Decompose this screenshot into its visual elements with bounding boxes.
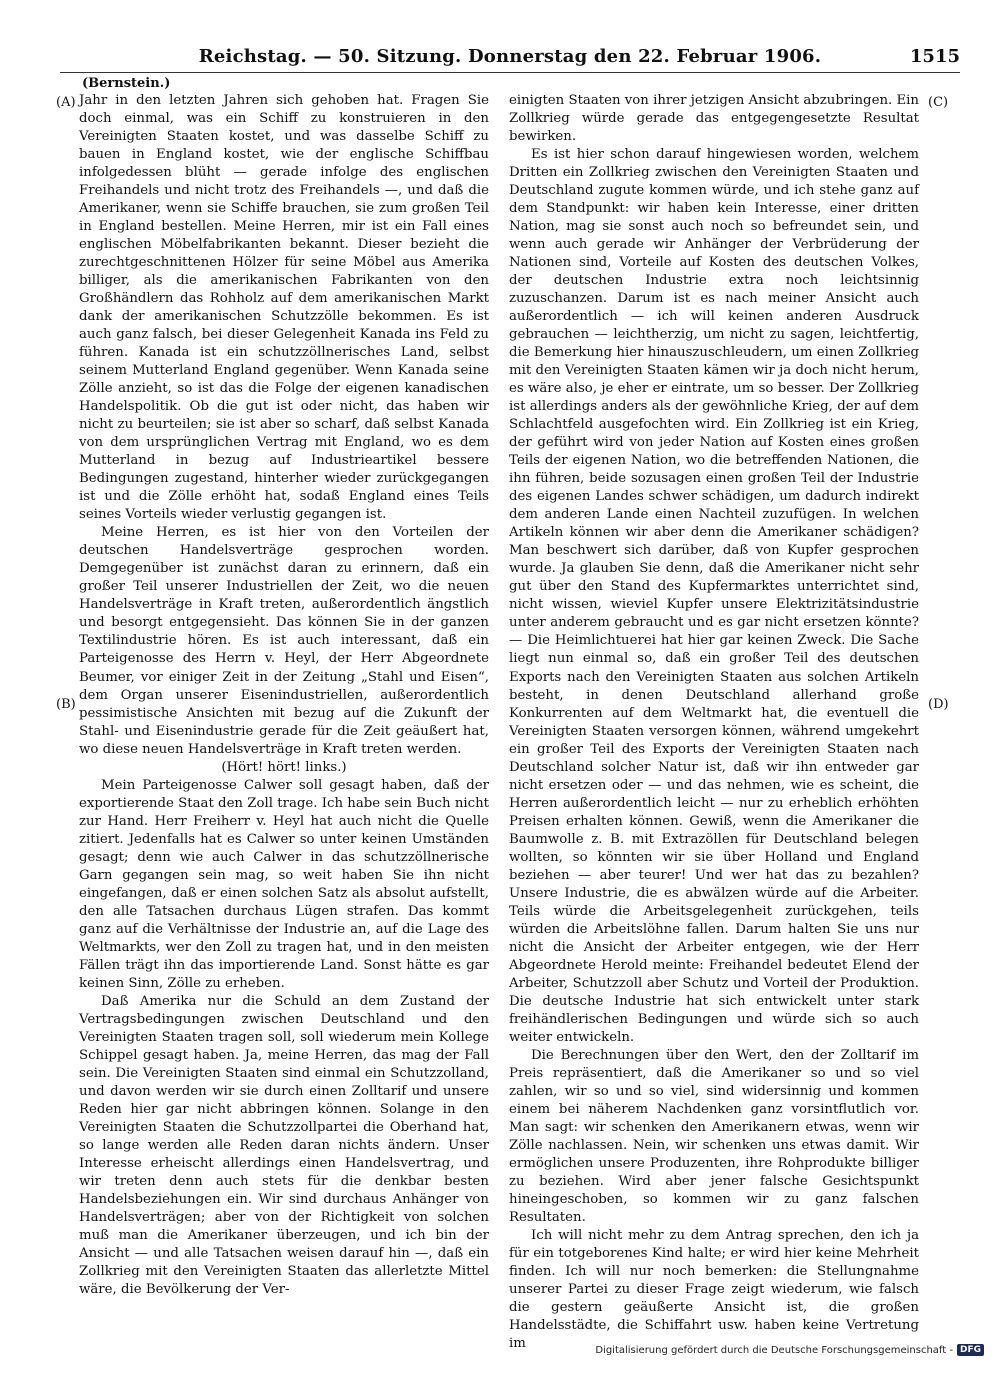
- speaker-name: (Bernstein.): [82, 76, 171, 91]
- margin-marker-b: (B): [56, 697, 76, 712]
- interjection: (Hört! hört! links.): [221, 759, 347, 775]
- paragraph: Daß Amerika nur die Schuld an dem Zustand der Vertragsbedingungen zwischen Deutschland und den Vereinigten Staaten tragen soll, soll wiederum mein Kollege Schippel gesagt haben. Ja, meine Herren, das mag der Fall sein. Die Vereinigten Staaten sind einmal ein Schutzzolland, und davon werden wir sie durch einen Zolltarif und unsere Reden hier gar nicht abbringen können. Solange in den Vereinigten Staaten die Schutzzollpartei die Oberhand hat, so lange werden alle Reden daran nichts ändern. Unser Interesse erheischt allerdings einen Handelsvertrag, und wir treten denn auch stets für die denkbar besten Handelsbeziehungen ein. Wir sind durchaus Anhänger von Handelsverträgen; aber von der Richtigkeit von solchen muß man die Amerikaner überzeugen, und ich bin der Ansicht — und alle Tatsachen weisen darauf hin —, daß ein Zollkrieg mit den Vereinigten Staaten das allerletzte Mittel wäre, die Bevölkerung der Ver-: [79, 993, 489, 1298]
- paragraph: Es ist hier schon darauf hingewiesen worden, welchem Dritten ein Zollkrieg zwischen den Vereinigten Staaten und Deutschland zugute kommen würde, und ich stehe ganz auf dem Standpunkt: wir haben kein Interesse, einer dritten Nation, mag sie sonst auch noch so befreundet sein, und wenn auch gerade wir Anhänger der Verbrüderung der Nationen sind, Vorteile auf Kosten des deutschen Volkes, der deutschen Industrie extra noch leichtsinnig zuzuschanzen. Darum ist es nach meiner Ansicht auch außerordentlich — ich will keinen anderen Ausdruck gebrauchen — leichtherzig, um nicht zu sagen, leichtfertig, die Bemerkung hier hinauszuschleudern, um einen Zollkrieg mit den Vereinigten Staaten kämen wir ja doch nicht herum, es wäre also, je eher er eintrate, um so besser. Der Zollkrieg ist allerdings anders als der gewöhnliche Krieg, der auf dem Schlachtfeld ausgefochten wird. Ein Zollkrieg ist ein Krieg, der geführt wird von jeder Nation auf Kosten eines großen Teils der eigenen Nation, wo die betreffenden Nationen, die ihn führen, beide sozusagen einen großen Teil der Industrie des eigenen Landes schwer schädigen, um dadurch indirekt dem anderen Lande einen Nachteil zuzufügen. In welchen Artikeln können wir aber denn die Amerikaner schädigen? Man beschwert sich darüber, daß von Kupfer gesprochen wurde. Ja glauben Sie denn, daß die Amerikaner nicht sehr gut über den Stand des Kupfermarktes unterrichtet sind, nicht wissen, wieviel Kupfer unsere Elektrizitätsindustrie unter anderem gebraucht und es gar nicht ersetzen könnte? — Die Heimlichtuerei hat hier gar keinen Zweck. Die Sache liegt nun einmal so, daß ein großer Teil des deutschen Exports nach den Vereinigten Staaten aus solchen Artikeln besteht, in denen Deutschland allerhand große Konkurrenten auf dem Weltmarkt hat, die eventuell die Vereinigten Staaten versorgen können, während umgekehrt ein großer Teil des Exports der Vereinigten Staaten nach Deutschland solcher Natur ist, daß wir ihn entweder gar nicht ersetzen oder — und das nehmen, wie es scheint, die Herren außerordentlich leicht — nur zu erheblich erhöhten Preisen erhalten können. Gewiß, wenn die Amerikaner die Baumwolle z. B. mit Extrazöllen für Deutschland belegen wollten, so könnten wir sie über Holland und England beziehen — aber teurer! Und wer hat das zu bezahlen? Unsere Industrie, die es abwälzen würde auf die Arbeiter. Teils würde die Arbeitsgelegenheit zurückgehen, teils würden die Arbeitslöhne fallen. Darum halten Sie uns nur nicht die Ansicht der Arbeiter entgegen, wie der Herr Abgeordnete Herold meinte: Freihandel bedeutet Elend der Arbeiter, Schutzzoll aber Schutz und Vorteil der Produktion. Die deutsche Industrie hat sich entwickelt unter stark freihändlerischen Bedingungen und würde sich so auch weiter entwickeln.: [509, 147, 919, 1045]
- page-number: 1515: [909, 46, 960, 67]
- paragraph: einigten Staaten von ihrer jetzigen Ansicht abzubringen. Ein Zollkrieg würde gerade das entgegengesetzte Resultat bewirken.: [509, 93, 919, 145]
- footer-text: Digitalisierung gefördert durch die Deutsche Forschungsgemeinschaft -: [595, 1344, 953, 1356]
- right-column: [509, 92, 919, 1353]
- margin-marker-d: (D): [928, 697, 949, 712]
- paragraph: Ich will nicht mehr zu dem Antrag sprechen, den ich ja für ein totgeborenes Kind halte; er wird hier keine Mehrheit finden. Ich will nur noch bemerken: die Stellungnahme unserer Partei zu dieser Frage zeigt wiederum, wie falsch die gestern geäußerte Ansicht ist, die großen Handelsstädte, die Schiffahrt usw. haben keine Vertretung im: [509, 1227, 919, 1352]
- paragraph: Jahr in den letzten Jahren sich gehoben hat. Fragen Sie doch einmal, was ein Schiff zu konstruieren in den Vereinigten Staaten kostet, und was dasselbe Schiff zu bauen in England kostet, wie der englische Schiffbau infolgedessen blüht — gerade infolge des englischen Freihandels und nicht trotz des Freihandels —, und daß die Amerikaner, wenn sie Schiffe brauchen, sie zum großen Teil in England bestellen. Meine Herren, mir ist ein Fall eines englischen Möbelfabrikanten bekannt. Dieser bezieht die zurechtgeschnittenen Hölzer für seine Möbel aus Amerika billiger, als die amerikanischen Fabrikanten von den Großhändlern das Rohholz auf dem amerikanischen Markt dank der amerikanischen Schutzzölle bekommen. Es ist auch ganz falsch, bei dieser Gelegenheit Kanada ins Feld zu führen. Kanada ist ein schutzzöllnerisches Land, selbst seinem Mutterland England gegenüber. Wenn Kanada seine Zölle anzieht, so ist das die Folge der eigenen kanadischen Handelspolitik. Ob die gut ist oder nicht, das haben wir nicht zu beurteilen; sie ist aber so scharf, daß selbst Kanada von dem ursprünglichen Vertrag mit England, wo es dem Mutterland in bezug auf Industrieartikel bessere Bedingungen zugestand, hinterher wieder zurückgegangen ist und die Zölle erhöht hat, sodaß England eines Teils seines Vorteils wieder verlustig gegangen ist.: [79, 93, 489, 523]
- paragraph: Meine Herren, es ist hier von den Vorteilen der deutschen Handelsverträge gesprochen worden. Demgegenüber ist zunächst daran zu erinnern, daß ein großer Teil unserer Industriellen der Zeit, wo die neuen Handelsverträge in Kraft treten, außerordentlich ängstlich und besorgt entgegensieht. Das können Sie in der ganzen Textilindustrie hören. Es ist auch interessant, daß ein Parteigenosse des Herrn v. Heyl, der Herr Abgeordnete Beumer, vor einiger Zeit in der Zeitung „Stahl und Eisen“, dem Organ unserer Eisenindustriellen, außerordentlich pessimistische Ansichten mit bezug auf die Zukunft der Stahl- und Eisenindustrie gerade für die Zeit geäußert hat, wo diese neuen Handelsverträge in Kraft treten werden.: [79, 525, 489, 757]
- digitization-footer: [595, 1344, 984, 1356]
- dfg-logo-icon: DFG: [957, 1344, 984, 1356]
- left-column: [79, 92, 489, 1299]
- paragraph: Die Berechnungen über den Wert, den der Zolltarif im Preis repräsentiert, daß die Amerikaner so und so viel zahlen, wir so und so viel, sind widersinnig und kommen einem bei näherem Nachdenken ganz vorsintflutlich vor. Man sagt: wir schenken den Amerikanern etwas, wenn wir Zölle nachlassen. Nein, wir schenken uns etwas damit. Wir ermöglichen unsere Produzenten, ihre Rohprodukte billiger zu beziehen. Wird aber jener falsche Gesichtspunkt hineingeschoben, so kommen wir zu ganz falschen Resultaten.: [509, 1047, 919, 1225]
- page-title: Reichstag. — 50. Sitzung. Donnerstag den 22. Februar 1906.: [198, 46, 822, 67]
- page-header: [60, 46, 960, 73]
- paragraph: Mein Parteigenosse Calwer soll gesagt haben, daß der exportierende Staat den Zoll trage. Ich habe sein Buch nicht zur Hand. Herr Freiherr v. Heyl hat auch nicht die Quelle zitiert. Jedenfalls hat es Calwer so unter keinen Umständen gesagt; denn wie auch Calwer in das schutzzöllnerische Garn gegangen sein mag, so weit haben Sie ihn nicht eingefangen, daß er einen solchen Satz als absolut aufstellt, den alle Tatsachen durchaus Lügen strafen. Das kommt ganz auf die Verhältnisse der Industrie an, auf die Lage des Weltmarkts, wer den Zoll zu tragen hat, und in den meisten Fällen trägt ihn das importierende Land. Sonst hätte es gar keinen Sinn, Zölle zu erheben.: [79, 777, 489, 991]
- margin-marker-c: (C): [928, 95, 949, 110]
- margin-marker-a: (A): [56, 95, 76, 110]
